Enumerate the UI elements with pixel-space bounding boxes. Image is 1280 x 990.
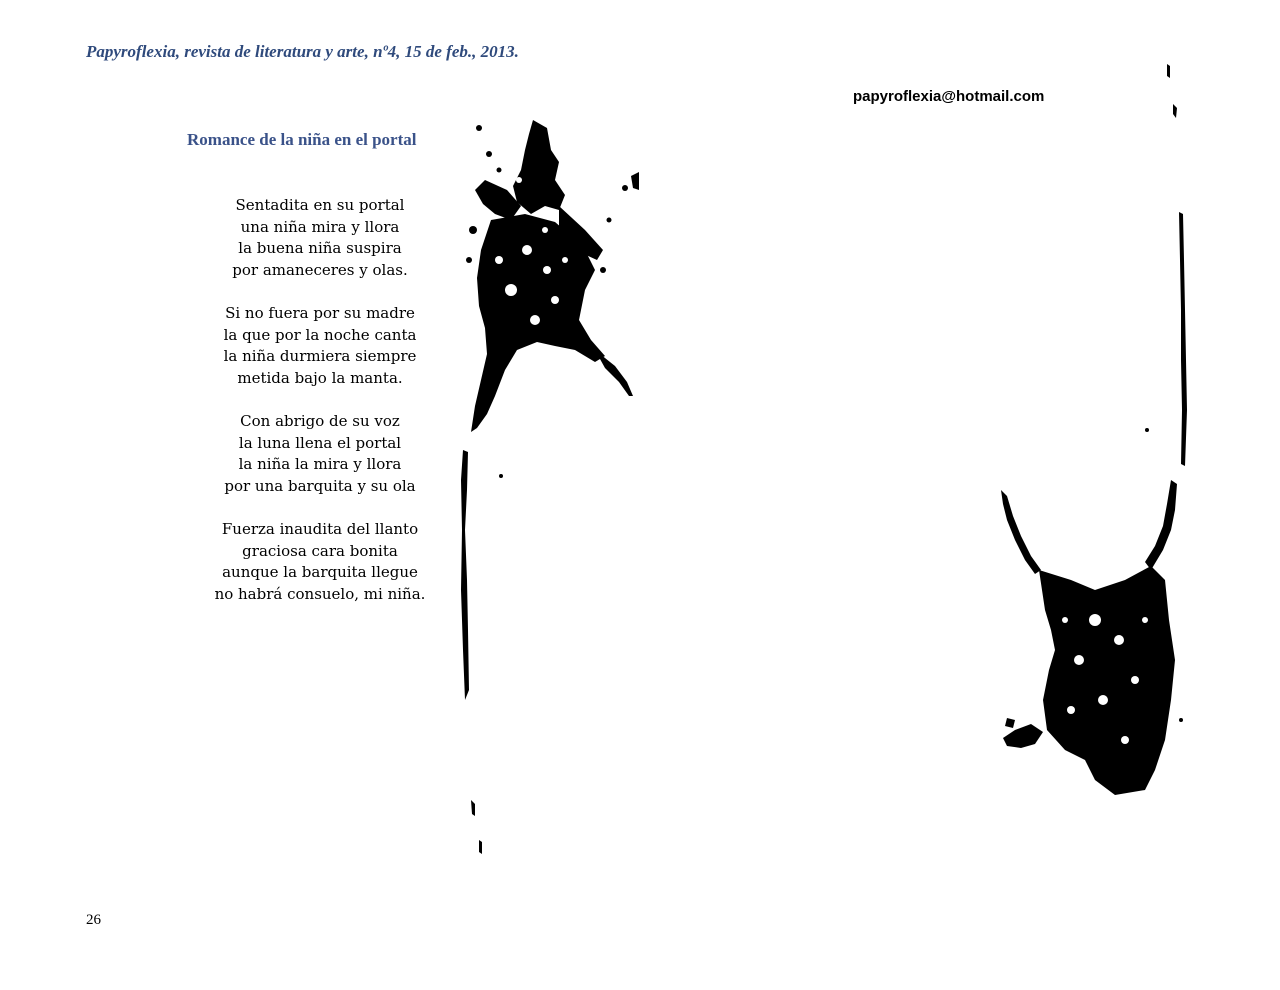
journal-header: Papyroflexia, revista de literatura y arte, nº4, 15 de feb., 2013. [86, 42, 519, 61]
poem-line: no habrá consuelo, mi niña. [214, 584, 426, 603]
poem-line: la niña durmiera siempre [223, 347, 417, 366]
poem-title: Romance de la niña en el portal [187, 130, 417, 149]
poem-line: la luna llena el portal [238, 433, 402, 452]
poem-stanza [200, 303, 440, 389]
poem-stanza [200, 411, 440, 497]
poem-line: Con abrigo de su voz [240, 411, 400, 430]
poem-line: la niña la mira y llora [238, 455, 402, 474]
ink-figure-left [455, 110, 650, 860]
contact-email: papyroflexia@hotmail.com [853, 88, 1045, 105]
poem-line: aunque la barquita llegue [222, 563, 418, 582]
poem-line: una niña mira y llora [240, 217, 400, 236]
poem-line: Si no fuera por su madre [225, 303, 415, 322]
poem-stanza [200, 519, 440, 605]
poem-line: por una barquita y su ola [224, 476, 416, 495]
poem-line: por amaneceres y olas. [232, 260, 408, 279]
poem-line: Sentadita en su portal [235, 196, 405, 214]
ink-figure-right [995, 60, 1195, 810]
poem-line: Fuerza inaudita del llanto [221, 519, 419, 538]
poem-line: metida bajo la manta. [237, 368, 403, 387]
page-number: 26 [86, 912, 101, 928]
poem-line: la que por la noche canta [223, 325, 417, 344]
poem-stanza [200, 195, 440, 281]
poem-body [200, 195, 440, 627]
poem-line: graciosa cara bonita [242, 541, 398, 560]
poem-line: la buena niña suspira [238, 239, 402, 258]
